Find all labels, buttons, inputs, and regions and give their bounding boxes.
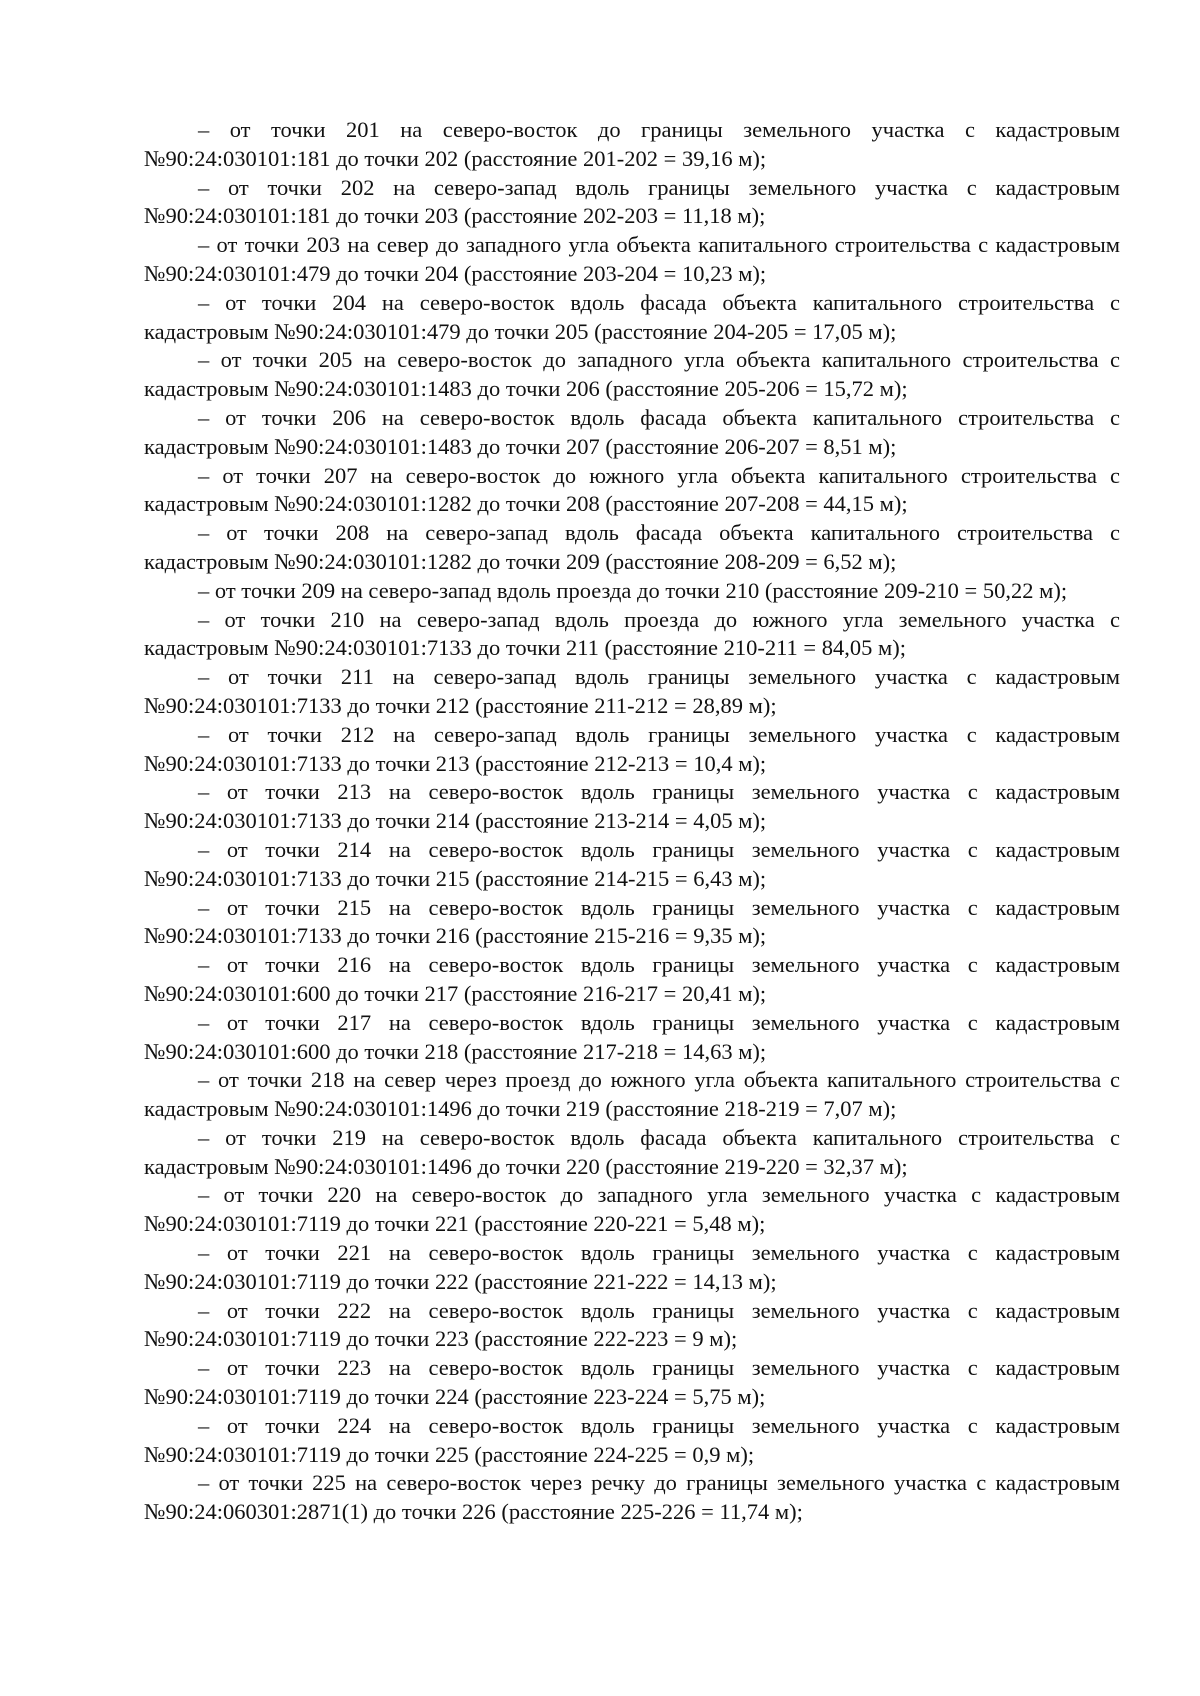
boundary-paragraph-211: – от точки 211 на северо-запад вдоль границы земельного участка с кадастровым №90:24:030101:7133 до точки 212 (расстояние 211-212 = 28,89 м); [144, 664, 1120, 718]
boundary-paragraph-214: – от точки 214 на северо-восток вдоль границы земельного участка с кадастровым №90:24:030101:7133 до точки 215 (расстояние 214-215 = 6,43 м); [144, 836, 1120, 891]
boundary-paragraph-209: – от точки 209 на северо-запад вдоль проезда до точки 210 (расстояние 209-210 = 50,22 м); [198, 577, 1068, 603]
boundary-paragraph-218: – от точки 218 на север через проезд до южного угла объекта капитального строительства с кадастровым №90:24:030101:1496 до точки 219 (расстояние 218-219 = 7,07 м); [144, 1067, 1120, 1122]
boundary-paragraph-208: – от точки 208 на северо-запад вдоль фасада объекта капитального строительства с кадастровым №90:24:030101:1282 до точки 209 (расстояние 208-209 = 6,52 м); [144, 520, 1120, 574]
boundary-paragraph-216: – от точки 216 на северо-восток вдоль границы земельного участка с кадастровым №90:24:030101:600 до точки 217 (расстояние 216-217 = 20,41 м); [144, 952, 1120, 1006]
boundary-paragraph-207: – от точки 207 на северо-восток до южного угла объекта капитального строительства с кадастровым №90:24:030101:1282 до точки 208 (расстояние 207-208 = 44,15 м); [144, 462, 1120, 517]
boundary-paragraph-204: – от точки 204 на северо-восток вдоль фасада объекта капитального строительства с кадастровым №90:24:030101:479 до точки 205 (расстояние 204-205 = 17,05 м); [144, 289, 1120, 344]
boundary-paragraph-215: – от точки 215 на северо-восток вдоль границы земельного участка с кадастровым №90:24:030101:7133 до точки 216 (расстояние 215-216 = 9,35 м); [144, 894, 1120, 949]
boundary-paragraph-224: – от точки 224 на северо-восток вдоль границы земельного участка с кадастровым №90:24:030101:7119 до точки 225 (расстояние 224-225 = 0,9 м); [144, 1412, 1120, 1467]
boundary-paragraph-221: – от точки 221 на северо-восток вдоль границы земельного участка с кадастровым №90:24:030101:7119 до точки 222 (расстояние 221-222 = 14,13 м); [144, 1240, 1120, 1294]
boundary-paragraph-222: – от точки 222 на северо-восток вдоль границы земельного участка с кадастровым №90:24:030101:7119 до точки 223 (расстояние 222-223 = 9 м); [144, 1297, 1120, 1352]
document-body [144, 116, 1120, 1527]
boundary-paragraph-213: – от точки 213 на северо-восток вдоль границы земельного участка с кадастровым №90:24:030101:7133 до точки 214 (расстояние 213-214 = 4,05 м); [144, 779, 1120, 834]
boundary-paragraph-225: – от точки 225 на северо-восток через речку до границы земельного участка с кадастровым №90:24:060301:2871(1) до точки 226 (расстояние 225-226 = 11,74 м); [144, 1470, 1120, 1525]
boundary-paragraph-202: – от точки 202 на северо-запад вдоль границы земельного участка с кадастровым №90:24:030101:181 до точки 203 (расстояние 202-203 = 11,18 м); [144, 174, 1120, 229]
boundary-paragraph-203: – от точки 203 на север до западного угла объекта капитального строительства с кадастровым №90:24:030101:479 до точки 204 (расстояние 203-204 = 10,23 м); [144, 232, 1120, 286]
boundary-paragraph-220: – от точки 220 на северо-восток до западного угла земельного участка с кадастровым №90:24:030101:7119 до точки 221 (расстояние 220-221 = 5,48 м); [144, 1182, 1120, 1237]
boundary-paragraph-205: – от точки 205 на северо-восток до западного угла объекта капитального строительства с кадастровым №90:24:030101:1483 до точки 206 (расстояние 205-206 = 15,72 м); [144, 347, 1120, 402]
boundary-paragraph-223: – от точки 223 на северо-восток вдоль границы земельного участка с кадастровым №90:24:030101:7119 до точки 224 (расстояние 223-224 = 5,75 м); [144, 1355, 1120, 1410]
boundary-paragraph-212: – от точки 212 на северо-запад вдоль границы земельного участка с кадастровым №90:24:030101:7133 до точки 213 (расстояние 212-213 = 10,4 м); [144, 721, 1120, 776]
boundary-paragraph-219: – от точки 219 на северо-восток вдоль фасада объекта капитального строительства с кадастровым №90:24:030101:1496 до точки 220 (расстояние 219-220 = 32,37 м); [144, 1124, 1120, 1179]
boundary-paragraph-217: – от точки 217 на северо-восток вдоль границы земельного участка с кадастровым №90:24:030101:600 до точки 218 (расстояние 217-218 = 14,63 м); [144, 1009, 1120, 1064]
boundary-paragraph-206: – от точки 206 на северо-восток вдоль фасада объекта капитального строительства с кадастровым №90:24:030101:1483 до точки 207 (расстояние 206-207 = 8,51 м); [144, 404, 1120, 459]
boundary-paragraph-201: – от точки 201 на северо-восток до границы земельного участка с кадастровым №90:24:030101:181 до точки 202 (расстояние 201-202 = 39,16 м); [144, 117, 1120, 171]
boundary-paragraph-210: – от точки 210 на северо-запад вдоль проезда до южного угла земельного участка с кадастровым №90:24:030101:7133 до точки 211 (расстояние 210-211 = 84,05 м); [144, 606, 1120, 661]
